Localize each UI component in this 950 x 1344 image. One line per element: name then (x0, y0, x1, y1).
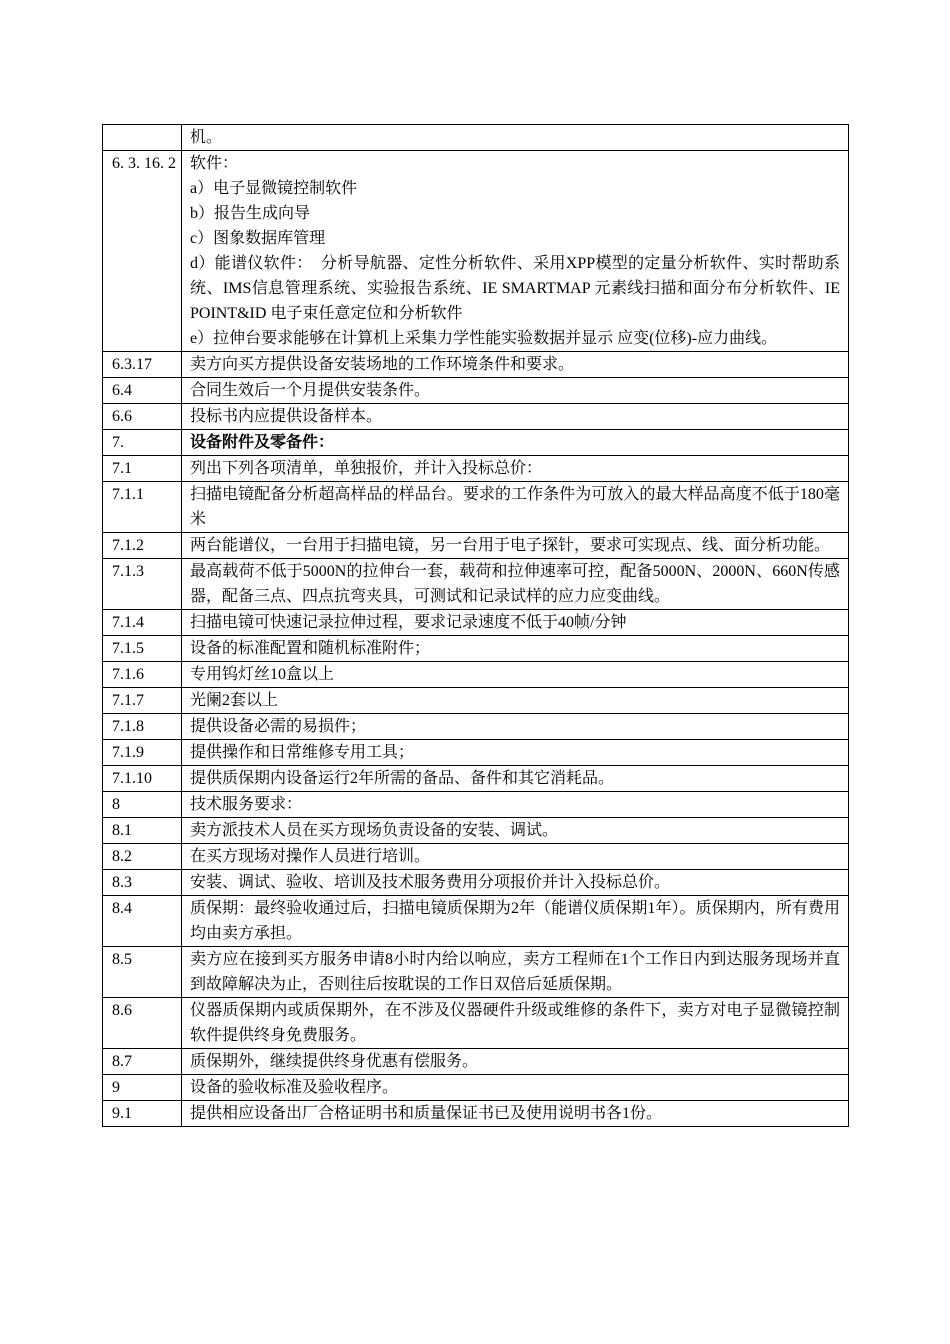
clause-text: 专用钨灯丝10盒以上 (182, 662, 849, 688)
clause-number: 8.4 (103, 896, 182, 947)
table-row (103, 482, 849, 533)
clause-text: 在买方现场对操作人员进行培训。 (182, 844, 849, 870)
clause-text: 扫描电镜可快速记录拉伸过程，要求记录速度不低于40帧/分钟 (182, 610, 849, 636)
clause-number: 9.1 (103, 1101, 182, 1127)
clause-text: 仪器质保期内或质保期外，在不涉及仪器硬件升级或维修的条件下，卖方对电子显微镜控制软件提供终身免费服务。 (182, 998, 849, 1049)
table-row (103, 792, 849, 818)
clause-text: 最高载荷不低于5000N的拉伸台一套，载荷和拉伸速率可控，配备5000N、2000N、660N传感器，配备三点、四点抗弯夹具，可测试和记录试样的应力应变曲线。 (182, 559, 849, 610)
clause-number: 8.5 (103, 947, 182, 998)
table-row (103, 740, 849, 766)
clause-number: 7.1.8 (103, 714, 182, 740)
table-row (103, 870, 849, 896)
clause-text: 设备的验收标准及验收程序。 (182, 1075, 849, 1101)
table-row (103, 1101, 849, 1127)
clause-text: 安装、调试、验收、培训及技术服务费用分项报价并计入投标总价。 (182, 870, 849, 896)
clause-number: 7.1.7 (103, 688, 182, 714)
table-row (103, 896, 849, 947)
clause-number: 8.1 (103, 818, 182, 844)
clause-number: 7.1.2 (103, 533, 182, 559)
table-row (103, 404, 849, 430)
clause-number: 7. (103, 430, 182, 456)
clause-number: 8 (103, 792, 182, 818)
table-row (103, 378, 849, 404)
clause-text: 质保期外，继续提供终身优惠有偿服务。 (182, 1049, 849, 1075)
clause-text: 提供设备必需的易损件； (182, 714, 849, 740)
table-row (103, 662, 849, 688)
clause-text: 合同生效后一个月提供安装条件。 (182, 378, 849, 404)
table-row (103, 766, 849, 792)
clause-number: 9 (103, 1075, 182, 1101)
table-row (103, 688, 849, 714)
table-row (103, 610, 849, 636)
table-row (103, 636, 849, 662)
clause-text-line: c）图象数据库管理 (190, 230, 326, 247)
table-row (103, 559, 849, 610)
clause-number: 7.1.5 (103, 636, 182, 662)
table-row (103, 1075, 849, 1101)
table-row (103, 998, 849, 1049)
clause-number: 7.1.9 (103, 740, 182, 766)
clause-text-line: 软件： (190, 155, 239, 172)
clause-number: 7.1.1 (103, 482, 182, 533)
clause-text: 卖方派技术人员在买方现场负责设备的安装、调试。 (182, 818, 849, 844)
clause-number: 6.4 (103, 378, 182, 404)
clause-text: 提供质保期内设备运行2年所需的备品、备件和其它消耗品。 (182, 766, 849, 792)
clause-text: 两台能谱仪，一台用于扫描电镜，另一台用于电子探针，要求可实现点、线、面分析功能。 (182, 533, 849, 559)
clause-text-line: d）能谱仪软件： 分析导航器、定性分析软件、采用XPP模型的定量分析软件、实时帮助系统、IMS信息管理系统、实验报告系统、IE SMARTMAP 元素线扫描和面分布分析软件、IE POINT&ID 电子束任意定位和分析软件 (190, 255, 840, 322)
clause-text-line: b）报告生成向导 (190, 205, 311, 222)
table-row (103, 125, 849, 151)
table-row (103, 151, 849, 352)
clause-text: 设备的标准配置和随机标准附件； (182, 636, 849, 662)
clause-number: 7.1.6 (103, 662, 182, 688)
clause-number: 7.1.4 (103, 610, 182, 636)
clause-number: 8.7 (103, 1049, 182, 1075)
table-row (103, 844, 849, 870)
clause-number: 8.6 (103, 998, 182, 1049)
clause-text-line: a）电子显微镜控制软件 (190, 180, 358, 197)
table-row (103, 352, 849, 378)
table-row (103, 533, 849, 559)
clause-number: 6.6 (103, 404, 182, 430)
clause-text: 卖方应在接到买方服务申请8小时内给以响应，卖方工程师在1个工作日内到达服务现场并直到故障解决为止，否则往后按耽误的工作日双倍后延质保期。 (182, 947, 849, 998)
table-row (103, 714, 849, 740)
clause-text: 光阑2套以上 (182, 688, 849, 714)
clause-text (182, 151, 849, 352)
table-row (103, 430, 849, 456)
table-row (103, 818, 849, 844)
clause-text: 质保期：最终验收通过后，扫描电镜质保期为2年（能谱仪质保期1年）。质保期内，所有费用均由卖方承担。 (182, 896, 849, 947)
table-row (103, 1049, 849, 1075)
clause-number: 7.1.3 (103, 559, 182, 610)
clause-number: 7.1 (103, 456, 182, 482)
clause-number: 6. 3. 16. 2 (103, 151, 182, 352)
spec-table-body (103, 125, 849, 1127)
clause-text: 设备附件及零备件： (182, 430, 849, 456)
clause-number: 8.3 (103, 870, 182, 896)
clause-text: 列出下列各项清单，单独报价，并计入投标总价： (182, 456, 849, 482)
clause-number: 8.2 (103, 844, 182, 870)
table-row (103, 456, 849, 482)
clause-text: 投标书内应提供设备样本。 (182, 404, 849, 430)
clause-number: 7.1.10 (103, 766, 182, 792)
clause-text: 机。 (182, 125, 849, 151)
table-row (103, 947, 849, 998)
clause-text-line: e）拉伸台要求能够在计算机上采集力学性能实验数据并显示 应变(位移)-应力曲线。 (190, 330, 778, 347)
clause-text: 技术服务要求： (182, 792, 849, 818)
clause-text: 卖方向买方提供设备安装场地的工作环境条件和要求。 (182, 352, 849, 378)
clause-number (103, 125, 182, 151)
spec-table (102, 124, 849, 1127)
clause-text: 提供相应设备出厂合格证明书和质量保证书已及使用说明书各1份。 (182, 1101, 849, 1127)
clause-text: 扫描电镜配备分析超高样品的样品台。要求的工作条件为可放入的最大样品高度不低于180毫米 (182, 482, 849, 533)
clause-text: 提供操作和日常维修专用工具； (182, 740, 849, 766)
clause-number: 6.3.17 (103, 352, 182, 378)
